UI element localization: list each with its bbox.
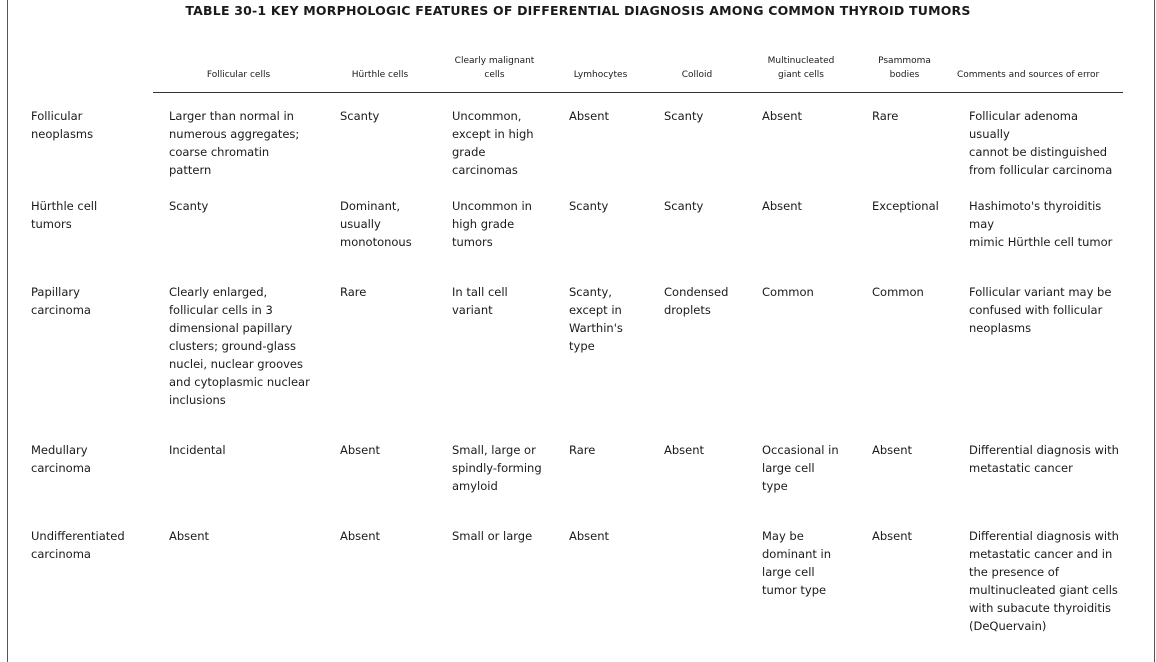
table-cell: Scanty (169, 199, 209, 213)
col-header-comments: Comments and sources of error (957, 70, 1100, 80)
table-cell: Differential diagnosis with metastatic cancer and in the presence of multinucleated giant cells with subacute thyroiditis (DeQuervain) (969, 529, 1119, 633)
table-body (31, 93, 1123, 637)
col-header-hurthle-cells: Hürthle cells (351, 70, 409, 80)
col-header-giant-cells: Multinucleated giant cells (767, 56, 835, 80)
table-cell: Scanty (664, 109, 704, 123)
table-cell: Follicular adenoma usually cannot be distinguished from follicular carcinoma (969, 109, 1113, 177)
table-row (31, 197, 1123, 283)
table-cell: Exceptional (872, 199, 939, 213)
table-cell: Scanty, except in Warthin's type (569, 285, 623, 353)
table-cell: Absent (872, 529, 913, 543)
table-cell: Clearly enlarged, follicular cells in 3 dimensional papillary clusters; ground-glass nuclei, nuclear grooves and cytoplasmic nuclear inclusions (169, 285, 310, 407)
table-cell: Incidental (169, 443, 226, 457)
table-cell: Uncommon in high grade tumors (452, 199, 532, 249)
table-row (31, 93, 1123, 197)
table-cell: In tall cell variant (452, 285, 508, 317)
row-label: Papillary carcinoma (31, 285, 91, 317)
table-row (31, 441, 1123, 527)
table-cell: Absent (762, 109, 803, 123)
table-cell: Occasional in large cell type (762, 443, 839, 493)
table-cell: Scanty (664, 199, 704, 213)
row-label: Undifferentiated carcinoma (31, 529, 125, 561)
table-cell: Common (762, 285, 814, 299)
table-cell: Absent (872, 443, 913, 457)
diagnosis-table (31, 50, 1123, 637)
table-cell: Absent (340, 529, 381, 543)
row-label: Hürthle cell tumors (31, 199, 98, 231)
table-cell: Common (872, 285, 924, 299)
table-cell: May be dominant in large cell tumor type (762, 529, 832, 597)
table-cell: Absent (569, 109, 610, 123)
header-row (31, 50, 1123, 93)
table-cell: Rare (872, 109, 899, 123)
col-header-colloid: Colloid (681, 70, 713, 80)
col-header-lymphocytes: Lymhocytes (573, 70, 628, 80)
table-cell: Absent (340, 443, 381, 457)
table-cell: Dominant, usually monotonous (340, 199, 412, 249)
col-header-psammoma-bodies: Psammoma bodies (878, 56, 931, 80)
table-cell: Follicular variant may be confused with follicular neoplasms (969, 285, 1112, 335)
table-cell: Hashimoto's thyroiditis may mimic Hürthle cell tumor (969, 199, 1113, 249)
table-cell: Absent (169, 529, 210, 543)
table-row (31, 527, 1123, 637)
table-cell: Absent (569, 529, 610, 543)
col-header-follicular-cells: Follicular cells (206, 70, 271, 80)
table-cell: Scanty (340, 109, 380, 123)
table-cell: Rare (340, 285, 367, 299)
table-cell: Condensed droplets (664, 285, 729, 317)
table-title: TABLE 30-1 KEY MORPHOLOGIC FEATURES OF DIFFERENTIAL DIAGNOSIS AMONG COMMON THYROID TUMORS (185, 3, 971, 18)
row-label: Medullary carcinoma (31, 443, 91, 475)
table-cell: Differential diagnosis with metastatic cancer (969, 443, 1119, 475)
table-cell: Scanty (569, 199, 609, 213)
table-cell: Small or large (452, 529, 533, 543)
row-label: Follicular neoplasms (31, 109, 94, 141)
col-header-malignant-cells: Clearly malignant cells (454, 56, 535, 80)
table-cell: Absent (762, 199, 803, 213)
table-cell: Small, large or spindly-forming amyloid (452, 443, 542, 493)
table-cell: Uncommon, except in high grade carcinomas (452, 109, 534, 177)
table-cell (648, 527, 746, 637)
col-header-empty (31, 50, 153, 93)
table-cell: Absent (664, 443, 705, 457)
table-cell: Rare (569, 443, 596, 457)
table-row (31, 283, 1123, 441)
table-cell: Larger than normal in numerous aggregates; coarse chromatin pattern (169, 109, 300, 177)
